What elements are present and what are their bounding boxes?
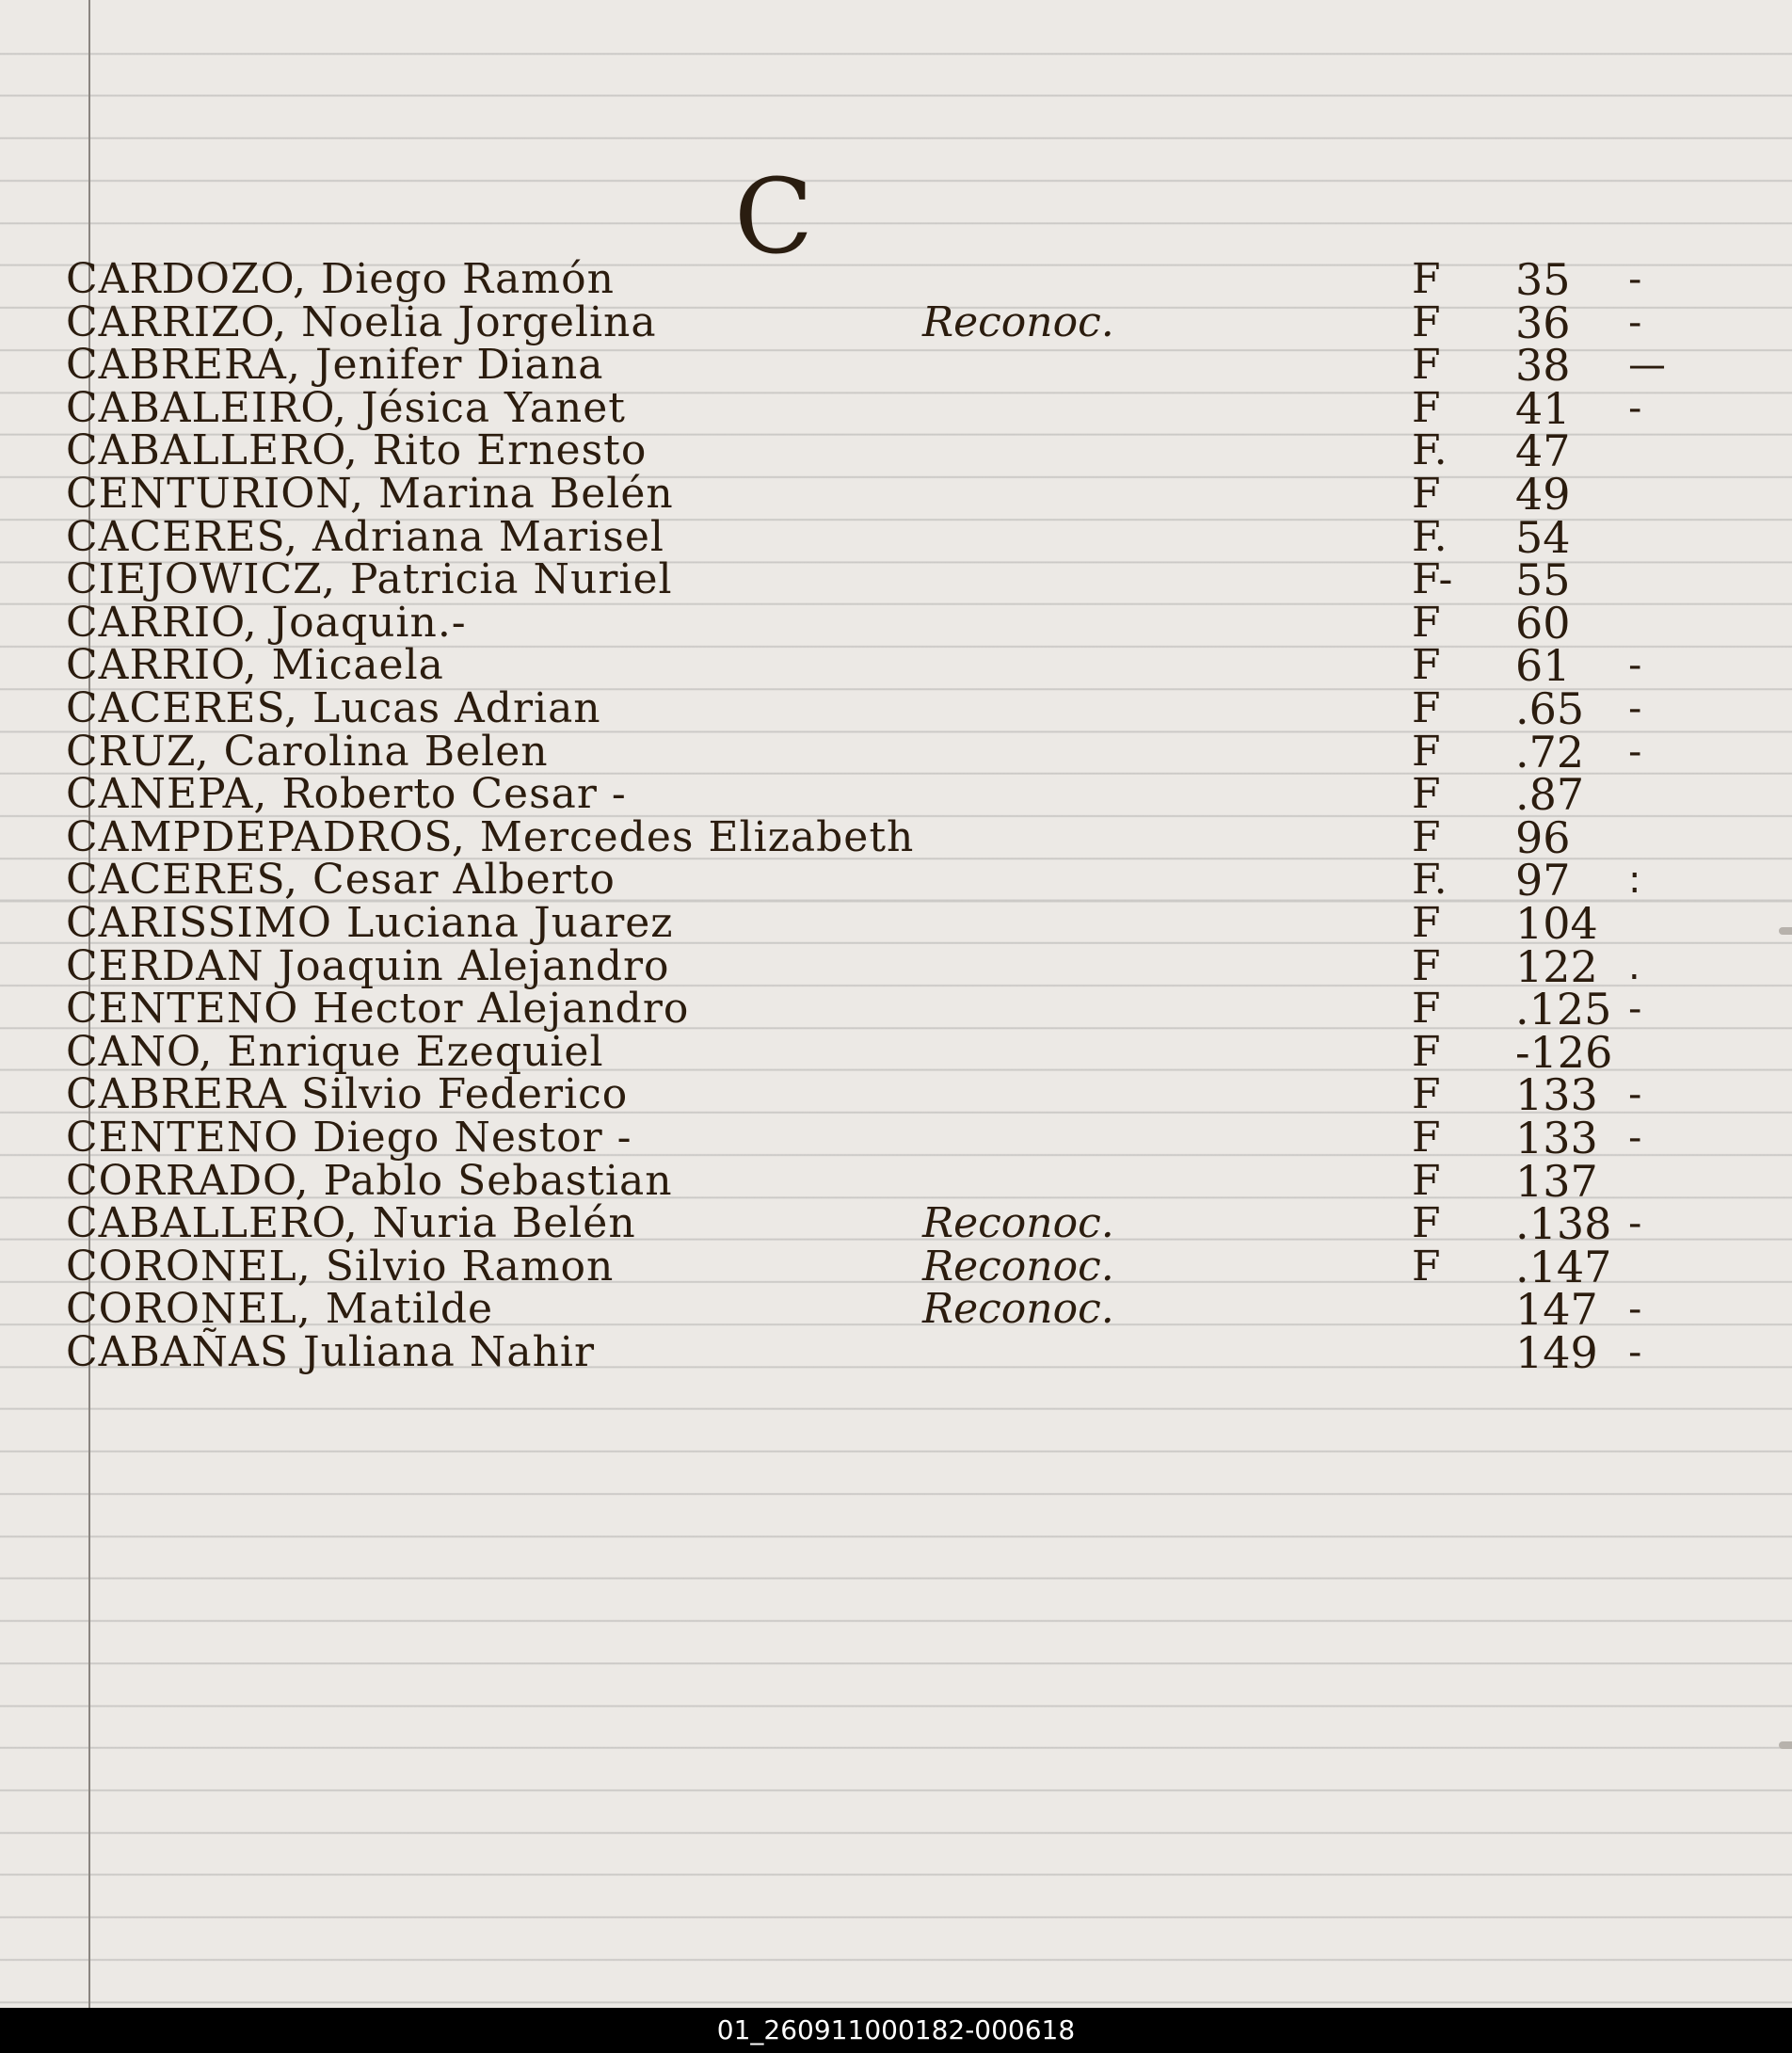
entry-name: CRUZ, Carolina Belen: [66, 728, 549, 776]
list-item: [0, 256, 1792, 303]
entry-name: CARRIZO, Noelia Jorgelina: [66, 298, 657, 346]
list-item: [0, 427, 1792, 474]
entry-name: CERDAN Joaquin Alejandro: [66, 942, 670, 990]
entry-note: Reconoc.: [922, 1285, 1114, 1333]
folio-number: 38: [1515, 340, 1571, 391]
entry-dash: -: [1628, 1073, 1642, 1116]
list-item: [0, 986, 1792, 1033]
entry-note: Reconoc.: [922, 298, 1114, 346]
list-item: [0, 1115, 1792, 1162]
entry-dash: -: [1628, 258, 1642, 301]
list-item: [0, 1200, 1792, 1247]
entry-name: CENTURION, Marina Belén: [66, 470, 674, 518]
folio-mark: F: [1412, 1114, 1441, 1162]
folio-mark: F: [1412, 255, 1441, 303]
folio-mark: F: [1412, 899, 1441, 947]
list-item: [0, 771, 1792, 818]
list-item: [0, 1071, 1792, 1118]
folio-mark: F: [1412, 1199, 1441, 1247]
entry-name: CACERES, Lucas Adrian: [66, 684, 601, 732]
folio-mark: F.: [1412, 426, 1448, 474]
entry-name: CORONEL, Silvio Ramon: [66, 1243, 615, 1291]
entry-name: CABRERA, Jenifer Diana: [66, 341, 604, 389]
binder-tab: [1779, 1741, 1792, 1749]
entry-name: CARRIO, Joaquin.-: [66, 599, 467, 647]
entry-dash: -: [1628, 1331, 1642, 1374]
entry-name: CARISSIMO Luciana Juarez: [66, 899, 674, 947]
entry-dash: -: [1628, 730, 1642, 774]
folio-number: 149: [1515, 1327, 1598, 1378]
folio-mark: F: [1412, 728, 1441, 776]
list-item: [0, 685, 1792, 732]
entry-dash: -: [1628, 387, 1642, 430]
folio-mark: F: [1412, 1028, 1441, 1076]
folio-number: 97: [1515, 855, 1571, 906]
entry-name: CABALLERO, Nuria Belén: [66, 1199, 636, 1247]
list-item: [0, 857, 1792, 904]
entry-name: CORRADO, Pablo Sebastian: [66, 1157, 673, 1205]
entry-dash: -: [1628, 1116, 1642, 1160]
folio-mark: F.: [1412, 856, 1448, 904]
folio-number: 54: [1515, 512, 1571, 563]
list-item: [0, 342, 1792, 389]
folio-number: 122: [1515, 941, 1598, 992]
folio-number: 137: [1515, 1156, 1598, 1207]
folio-mark: F: [1412, 1157, 1441, 1205]
entry-dash: :: [1628, 858, 1641, 902]
entry-name: CACERES, Adriana Marisel: [66, 513, 664, 561]
folio-number: 96: [1515, 812, 1571, 863]
folio-number: 61: [1515, 640, 1571, 691]
folio-number: 35: [1515, 254, 1571, 305]
scan-id-footer: 01_260911000182-000618: [0, 2008, 1792, 2053]
folio-mark: F.: [1412, 513, 1448, 561]
folio-number: .65: [1515, 683, 1585, 734]
folio-mark: F: [1412, 1070, 1441, 1118]
folio-mark: F: [1412, 684, 1441, 732]
list-item: [0, 1286, 1792, 1333]
entry-dash: -: [1628, 1288, 1642, 1331]
folio-mark: F: [1412, 770, 1441, 818]
entry-note: Reconoc.: [922, 1199, 1114, 1247]
entry-dash: —: [1628, 344, 1666, 387]
list-item: [0, 1329, 1792, 1376]
list-item: [0, 642, 1792, 689]
entry-name: CIEJOWICZ, Patricia Nuriel: [66, 555, 673, 603]
entry-name: CORONEL, Matilde: [66, 1285, 494, 1333]
folio-mark: F: [1412, 813, 1441, 861]
entry-dash: -: [1628, 1202, 1642, 1245]
entry-name: CACERES, Cesar Alberto: [66, 856, 616, 904]
folio-number: .87: [1515, 769, 1585, 820]
list-item: [0, 471, 1792, 518]
folio-mark: F: [1412, 298, 1441, 346]
folio-number: 47: [1515, 425, 1571, 476]
entry-name: CENTENO Diego Nestor -: [66, 1114, 632, 1162]
entry-dash: -: [1628, 987, 1642, 1031]
folio-mark: F: [1412, 1243, 1441, 1291]
folio-mark: F: [1412, 470, 1441, 518]
folio-number: 104: [1515, 898, 1598, 949]
entry-name: CARDOZO, Diego Ramón: [66, 255, 615, 303]
entry-name: CARRIO, Micaela: [66, 641, 444, 689]
entry-name: CANEPA, Roberto Cesar -: [66, 770, 627, 818]
folio-mark: F: [1412, 641, 1441, 689]
folio-number: .125: [1515, 984, 1612, 1035]
entry-dash: -: [1628, 644, 1642, 687]
folio-number: 133: [1515, 1113, 1598, 1163]
folio-number: .72: [1515, 727, 1585, 778]
entry-name: CANO, Enrique Ezequiel: [66, 1028, 604, 1076]
folio-number: .138: [1515, 1198, 1612, 1249]
folio-number: -126: [1515, 1027, 1613, 1078]
entry-name: CABAÑAS Juliana Nahir: [66, 1328, 596, 1376]
folio-mark: F: [1412, 599, 1441, 647]
binder-tab: [1779, 927, 1792, 935]
entry-name: CABRERA Silvio Federico: [66, 1070, 629, 1118]
entry-dash: .: [1628, 945, 1640, 988]
folio-number: 147: [1515, 1284, 1598, 1335]
folio-number: 133: [1515, 1069, 1598, 1120]
folio-mark: F: [1412, 942, 1441, 990]
folio-mark: F: [1412, 341, 1441, 389]
folio-number: 55: [1515, 554, 1571, 605]
entry-note: Reconoc.: [922, 1243, 1114, 1291]
index-letter-heading: C: [734, 156, 814, 277]
entry-name: CENTENO Hector Alejandro: [66, 985, 690, 1033]
folio-number: .147: [1515, 1242, 1612, 1292]
entry-name: CABALEIRO, Jésica Yanet: [66, 384, 626, 432]
folio-mark: F: [1412, 985, 1441, 1033]
folio-number: 49: [1515, 469, 1571, 520]
entry-dash: -: [1628, 687, 1642, 730]
list-item: [0, 900, 1792, 947]
entry-name: CABALLERO, Rito Ernesto: [66, 426, 648, 474]
folio-number: 41: [1515, 383, 1571, 434]
folio-number: 36: [1515, 297, 1571, 348]
list-item: [0, 556, 1792, 603]
folio-mark: F: [1412, 384, 1441, 432]
entry-dash: -: [1628, 301, 1642, 345]
entry-name: CAMPDEPADROS, Mercedes Elizabeth: [66, 813, 915, 861]
folio-number: 60: [1515, 598, 1571, 649]
folio-mark: F-: [1412, 555, 1453, 603]
